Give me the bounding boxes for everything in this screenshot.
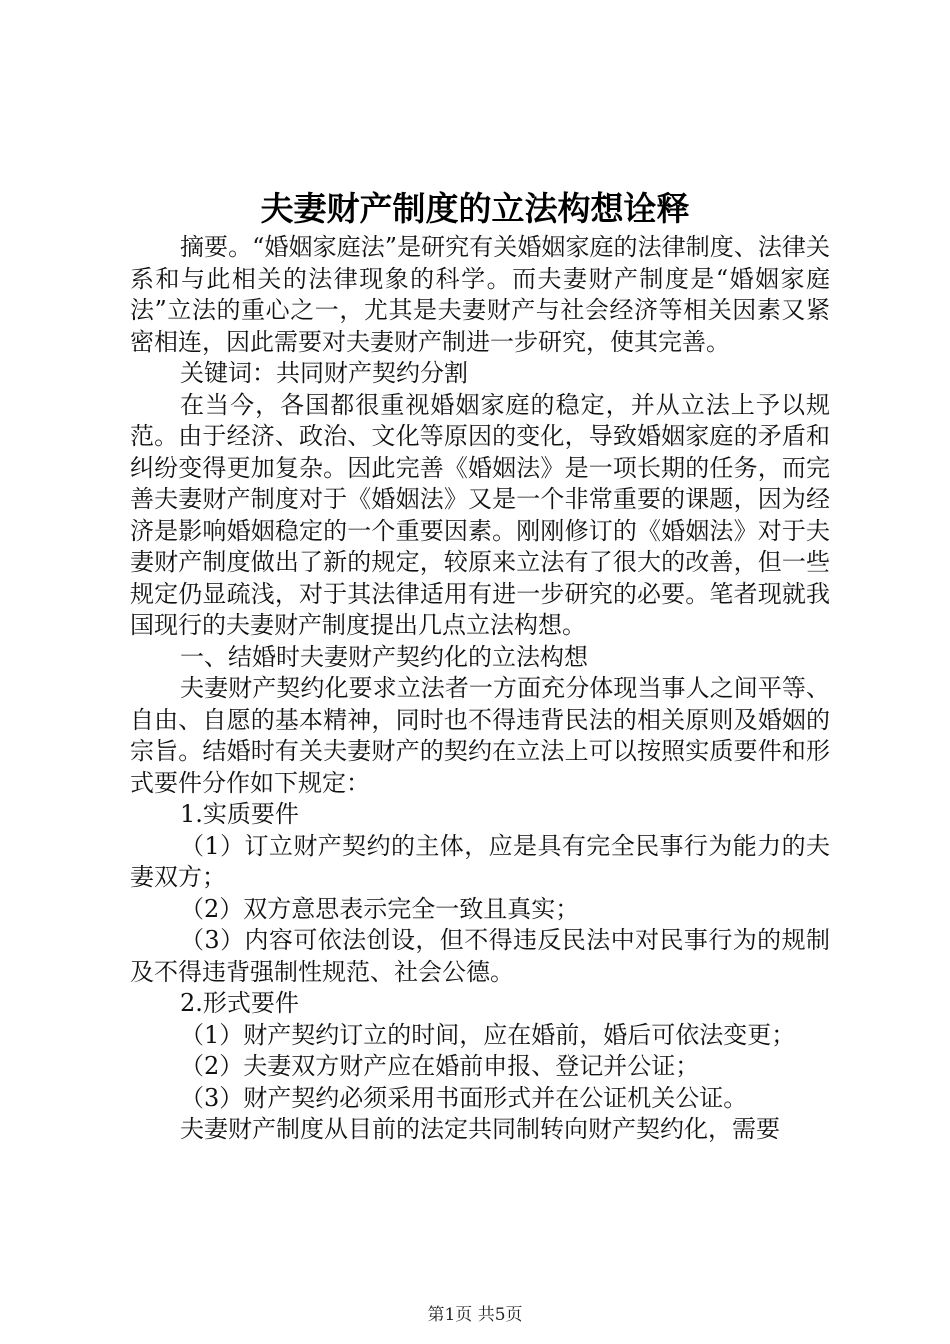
list-item: （2）夫妻双方财产应在婚前申报、登记并公证； xyxy=(180,1052,700,1080)
page-footer: 第1页 共5页 xyxy=(427,1305,523,1325)
subheading-formal: 2.形式要件 xyxy=(180,989,299,1017)
list-item: （2）双方意思表示完全一致且真实； xyxy=(180,894,580,923)
list-item: （1）财产契约订立的时间，应在婚前，婚后可依法变更； xyxy=(180,1020,796,1049)
list-item: （3）内容可依法创设，但不得违反民法中对民事行为的规制及不得违背强制性规范、社会公德。 xyxy=(130,926,830,986)
intro-paragraph: 在当今，各国都很重视婚姻家庭的稳定，并从立法上予以规范。由于经济、政治、文化等原因的变化，导致婚姻家庭的矛盾和纠纷变得更加复杂。因此完善《婚姻法》是一项长期的任务，而完善夫妻财产制度对于《婚姻法》又是一个非常重要的课题，因为经济是影响婚姻稳定的一个重要因素。刚刚修订的《婚姻法》对于夫妻财产制度做出了新的规定，较原来立法有了很大的改善，但一些规定仍显疏浅，对于其法律适用有进一步研究的必要。笔者现就我国现行的夫妻财产制度提出几点立法构想。 xyxy=(130,390,830,639)
abstract-paragraph: 摘要。“婚姻家庭法”是研究有关婚姻家庭的法律制度、法律关系和与此相关的法律现象的科学。而夫妻财产制度是“婚姻家庭法”立法的重心之一，尤其是夫妻财产与社会经济等相关因素又紧密相连，因此需要对夫妻财产制进一步研究，使其完善。 xyxy=(130,233,830,356)
list-item: （1）订立财产契约的主体，应是具有完全民事行为能力的夫妻双方； xyxy=(130,831,830,891)
section-heading: 一、结婚时夫妻财产契约化的立法构想 xyxy=(180,642,588,671)
document-body xyxy=(130,232,830,1146)
document-title: 夫妻财产制度的立法构想诠释 xyxy=(260,189,690,228)
list-item: （3）财产契约必须采用书面形式并在公证机关公证。 xyxy=(180,1083,748,1112)
section-paragraph: 夫妻财产契约化要求立法者一方面充分体现当事人之间平等、自由、自愿的基本精神，同时也不得违背民法的相关原则及婚姻的宗旨。结婚时有关夫妻财产的契约在立法上可以按照实质要件和形式要件分作如下规定： xyxy=(130,674,830,797)
closing-paragraph: 夫妻财产制度从目前的法定共同制转向财产契约化，需要 xyxy=(180,1115,780,1143)
subheading-substantive: 1.实质要件 xyxy=(180,800,299,828)
keywords-line: 关键词：共同财产契约分割 xyxy=(180,359,468,387)
